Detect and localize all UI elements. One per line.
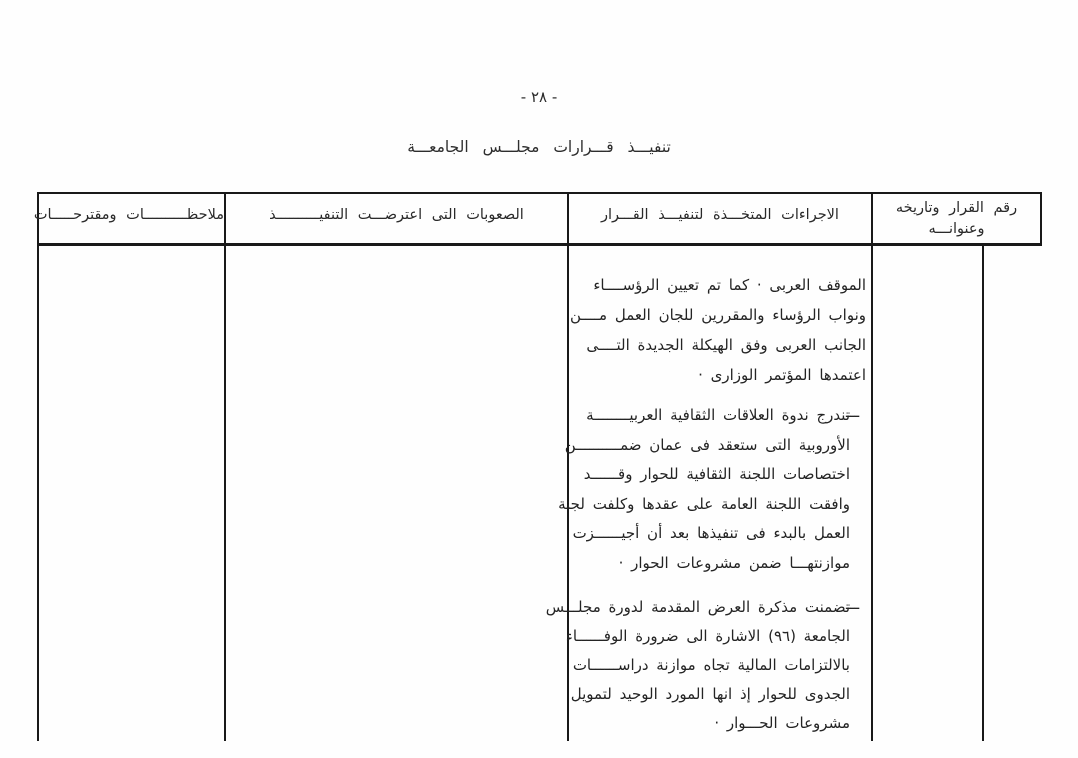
page-number: - ٢٨ - xyxy=(520,88,558,106)
header-decision-number-line1: رقم القرار وتاريخه xyxy=(895,200,1018,216)
body-line: الجدوى للحوار إذ انها المورد الوحيد لتمويل xyxy=(570,685,850,703)
table-border-right-header xyxy=(1040,192,1042,246)
actions-paragraph-1 xyxy=(570,270,866,390)
table-border-left xyxy=(37,192,39,741)
header-notes-suggestions: ملاحظــــــــــات ومقترحـــــات xyxy=(33,207,224,223)
body-line: تندرج ندوة العلاقات الثقافية العربيــــــــة xyxy=(586,406,850,424)
table-separator-actions xyxy=(871,192,873,741)
body-line: بالالتزامات المالية تجاه موازنة دراســــــات xyxy=(572,656,850,674)
bullet-dash: ـــ xyxy=(846,403,860,421)
body-line: تضمنت مذكرة العرض المقدمة لدورة مجلـــس xyxy=(545,598,850,616)
header-decision-number xyxy=(873,198,1040,240)
table-border-top xyxy=(37,192,1042,194)
body-line: العمل بالبدء فى تنفيذها بعد أن أجيــــــزت xyxy=(572,524,850,542)
body-line: الجانب العربى وفق الهيكلة الجديدة التــــى xyxy=(586,336,866,354)
body-line: مشروعات الحـــوار · xyxy=(714,714,850,732)
body-line: اعتمدها المؤتمر الوزارى · xyxy=(698,366,866,384)
body-line: وافقت اللجنة العامة على عقدها وكلفت لجنة xyxy=(558,494,850,513)
bullet-dash: ـــ xyxy=(846,595,860,613)
actions-paragraph-3 xyxy=(545,593,850,738)
table-border-right-body xyxy=(982,243,984,741)
body-line: الجامعة (٩٦) الاشارة الى ضرورة الوفــــــاء xyxy=(565,627,850,645)
document-title: تنفيـــذ قـــرارات مجلـــس الجامعـــة xyxy=(407,138,671,156)
header-actions-taken: الاجراءات المتخـــذة لتنفيـــذ القـــرار xyxy=(601,207,839,223)
table-border-header-bottom xyxy=(37,243,1042,246)
body-line: موازنتهـــا ضمن مشروعات الحوار · xyxy=(618,553,850,572)
body-line: ونواب الرؤساء والمقررين للجان العمل مــــن xyxy=(570,306,866,324)
body-line: اختصاصات اللجنة الثقافية للحوار وقــــــد xyxy=(583,465,850,483)
table-separator-notes xyxy=(224,192,226,741)
header-difficulties: الصعوبات التى اعترضـــت التنفيــــــــــذ xyxy=(269,207,524,223)
body-line: الموقف العربى · كما تم تعيين الرؤســــاء xyxy=(593,276,866,294)
header-decision-number-line2: وعنوانـــه xyxy=(928,221,985,237)
body-line: الأوروبية التى ستعقد فى عمان ضمــــــــــن xyxy=(564,435,850,454)
table-separator-difficulties xyxy=(567,192,569,741)
actions-paragraph-2 xyxy=(558,401,850,578)
